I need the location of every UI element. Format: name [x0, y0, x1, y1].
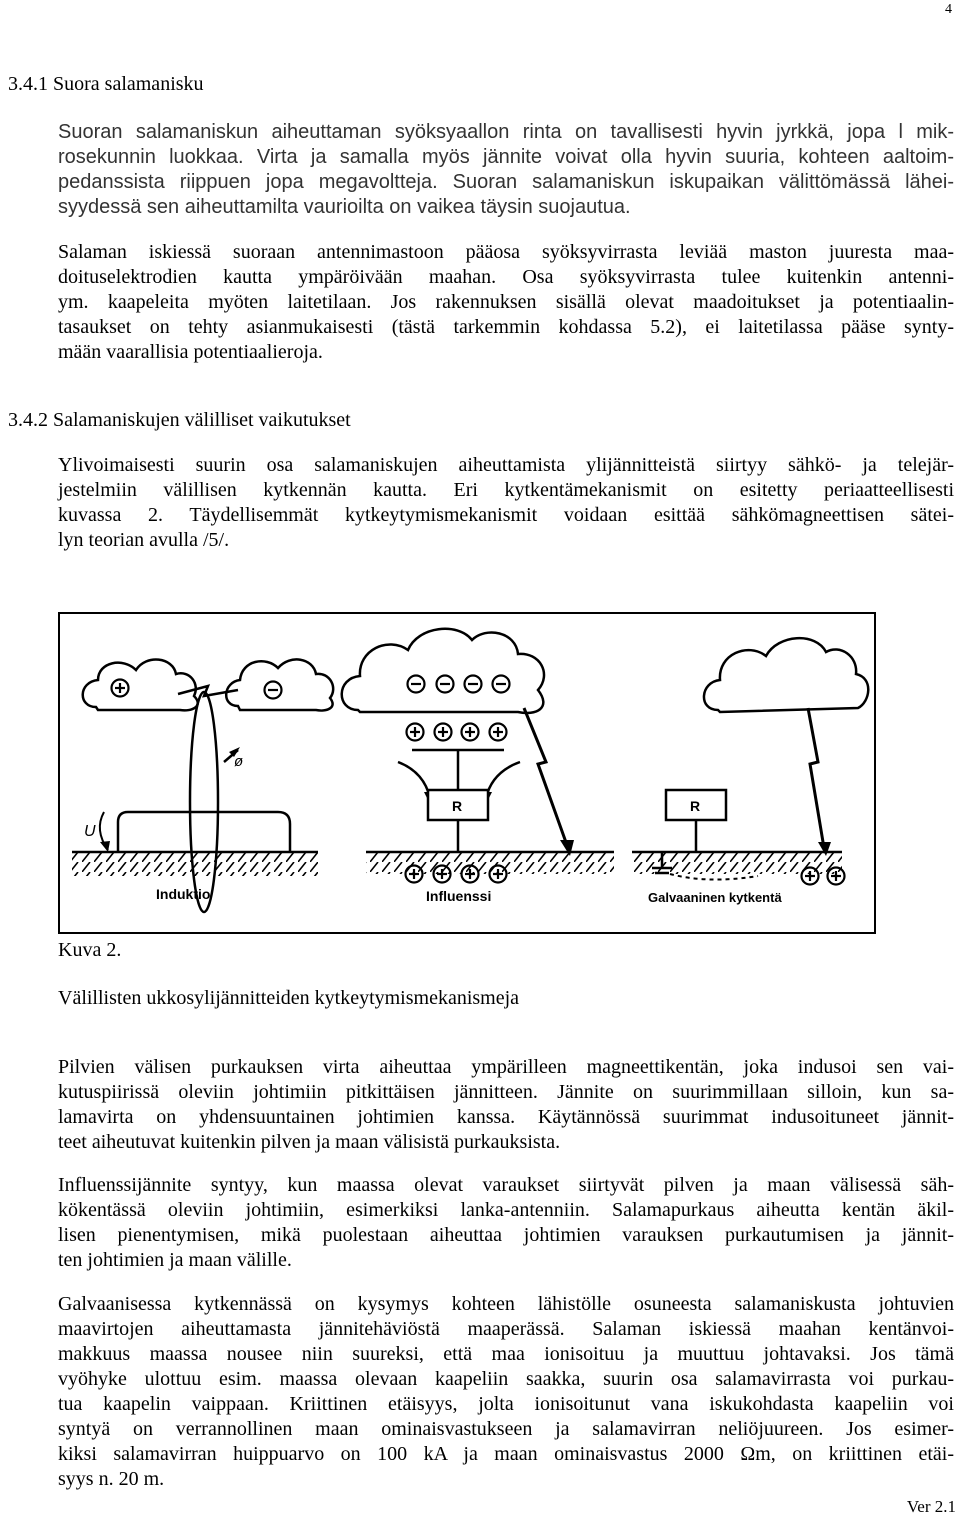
figure-caption-number: Kuva 2. — [58, 939, 122, 961]
version-footer: Ver 2.1 — [906, 1497, 956, 1516]
text-line: pedanssista riippuen jopa megavoltteja. Suoran salamaniskun iskupaikan välittömässä lähei- — [58, 171, 954, 193]
induction-label: Induktio — [156, 886, 211, 902]
paragraph-galvanic — [58, 1292, 954, 1492]
text-line: lisen pienentymisen, mikä puolestaan aiheuttaa johtimien varauksen purkautumisen ja jännit- — [58, 1224, 954, 1246]
galvanic-label: Galvaaninen kytkentä — [648, 890, 782, 905]
figure-caption-text: Välillisten ukkosylijännitteiden kytkeytymismekanismeja — [58, 987, 520, 1009]
text-line: doituselektrodien kautta ympäröivään maahan. Osa syöksyvirrasta tulee kuitenkin antenni- — [58, 266, 954, 288]
voltage-label: U — [84, 823, 96, 840]
text-line: teet aiheutuvat kuitenkin pilven ja maan välisistä purkauksista. — [58, 1131, 561, 1153]
text-line: syydessä sen aiheuttamilta vaurioilta on vaikea täysin suojautua. — [58, 196, 631, 218]
text-line: rosekunnin luokkaa. Virta ja samalla myös jännite voivat olla hyvin suuria, kohteen aaltoim- — [58, 146, 954, 168]
text-line: Influenssijännite syntyy, kun maassa olevat varaukset siirtyvät pilven ja maan välisessä säh- — [58, 1174, 954, 1196]
flux-label: ø — [234, 753, 244, 770]
paragraph-induction — [58, 1055, 954, 1155]
paragraph-direct-strike-1 — [58, 120, 954, 220]
text-line: vyöhyke ulottuu esim. maassa olevaan kaapeliin saakka, suurin osa salamavirrasta voi purkau- — [58, 1368, 954, 1390]
text-line: ym. kaapeleita myöten laitetilaan. Jos rakennuksen sisällä olevat maadoitukset ja potentiaalin- — [58, 291, 954, 313]
text-line: jestelmiin välillisen kytkennän kautta. Eri kytkentämekanismit on esitetty periaatteellisesti — [58, 479, 954, 501]
text-line: tasaukset on tehty asianmukaisesti (tästä tarkemmin kohdassa 5.2), ei laitetilassa pääse synty- — [58, 316, 954, 338]
text-line: Suoran salamaniskun aiheuttaman syöksyaallon rinta on tavallisesti hyvin jyrkkä, jopa l mik- — [58, 121, 954, 143]
coupling-mechanisms-figure — [58, 612, 876, 934]
text-line: kuvassa 2. Täydellisemmät kytkeytymismekanismit voidaan esittää sähkömagneettisen sätei- — [58, 504, 954, 526]
paragraph-direct-strike-2 — [58, 240, 954, 365]
text-line: Salaman iskiessä suoraan antennimastoon pääosa syöksyvirrasta leviää maston juuresta maa- — [58, 241, 954, 263]
ground-hatch-1 — [72, 852, 318, 876]
section-heading-3-4-1: 3.4.1 Suora salamanisku — [8, 73, 204, 95]
text-line: syntyä on verrannollinen maan ominaisvastukseen ja salamavirran neliöjuureen. Jos esimer- — [58, 1418, 954, 1440]
receiver-label: R — [452, 798, 463, 814]
text-line: Pilvien välisen purkauksen virta aiheuttaa ympärilleen magneettikentän, joka indusoi sen vai- — [58, 1056, 954, 1078]
receiver-label: R — [690, 798, 701, 814]
text-line: makkuus maassa nousee niin suureksi, että maa ionisoituu ja muuttuu johtavaksi. Jos tämä — [58, 1343, 954, 1365]
paragraph-indirect-effects — [58, 453, 954, 553]
text-line: ten johtimien ja maan välille. — [58, 1249, 292, 1271]
figure-frame — [59, 613, 875, 933]
ground-hatch-3 — [632, 852, 842, 874]
text-line: Galvaanisessa kytkennässä on kysymys kohteen lähistölle osuneesta salamaniskusta johtuvien — [58, 1293, 954, 1315]
influence-label: Influenssi — [426, 888, 492, 904]
text-line: syys n. 20 m. — [58, 1468, 165, 1490]
paragraph-influence — [58, 1173, 954, 1273]
section-heading-3-4-2: 3.4.2 Salamaniskujen välilliset vaikutukset — [8, 409, 351, 431]
text-line: kutuspiirissä oleviin johtimiin pitkittäisen jännitteen. Jännite on suurimmillaan silloin, kun sa- — [58, 1081, 954, 1103]
text-line: mään vaarallisia potentiaalieroja. — [58, 341, 323, 363]
text-line: kökentässä oleviin johtimiin, esimerkiksi lanka-antenniin. Salamapurkaus aiheutta kentän äkil- — [58, 1199, 954, 1221]
page-number: 4 — [945, 2, 952, 17]
text-line: lyn teorian avulla /5/. — [58, 529, 230, 551]
text-line: maavirtojen aiheuttamasta jännitehäviöstä maaperässä. Salaman iskiessä maahan kentänvoi- — [58, 1318, 954, 1340]
text-line: tua kaapelin vaippaan. Kriittinen etäisyys, jolta ionisoitunut vana iskukohdasta kaapeliin voi — [58, 1393, 954, 1415]
text-line: kiksi salamavirran huippuarvo on 100 kA ja maan ominaisvastus 2000 Ωm, on kriittinen etäi- — [58, 1443, 954, 1465]
text-line: lamavirta on yhdensuuntainen johtimien kanssa. Käytännössä suurimmat indusoituneet jännit- — [58, 1106, 954, 1128]
text-line: Ylivoimaisesti suurin osa salamaniskujen aiheuttamista ylijännitteistä siirtyy sähkö- ja telejär- — [58, 454, 954, 476]
